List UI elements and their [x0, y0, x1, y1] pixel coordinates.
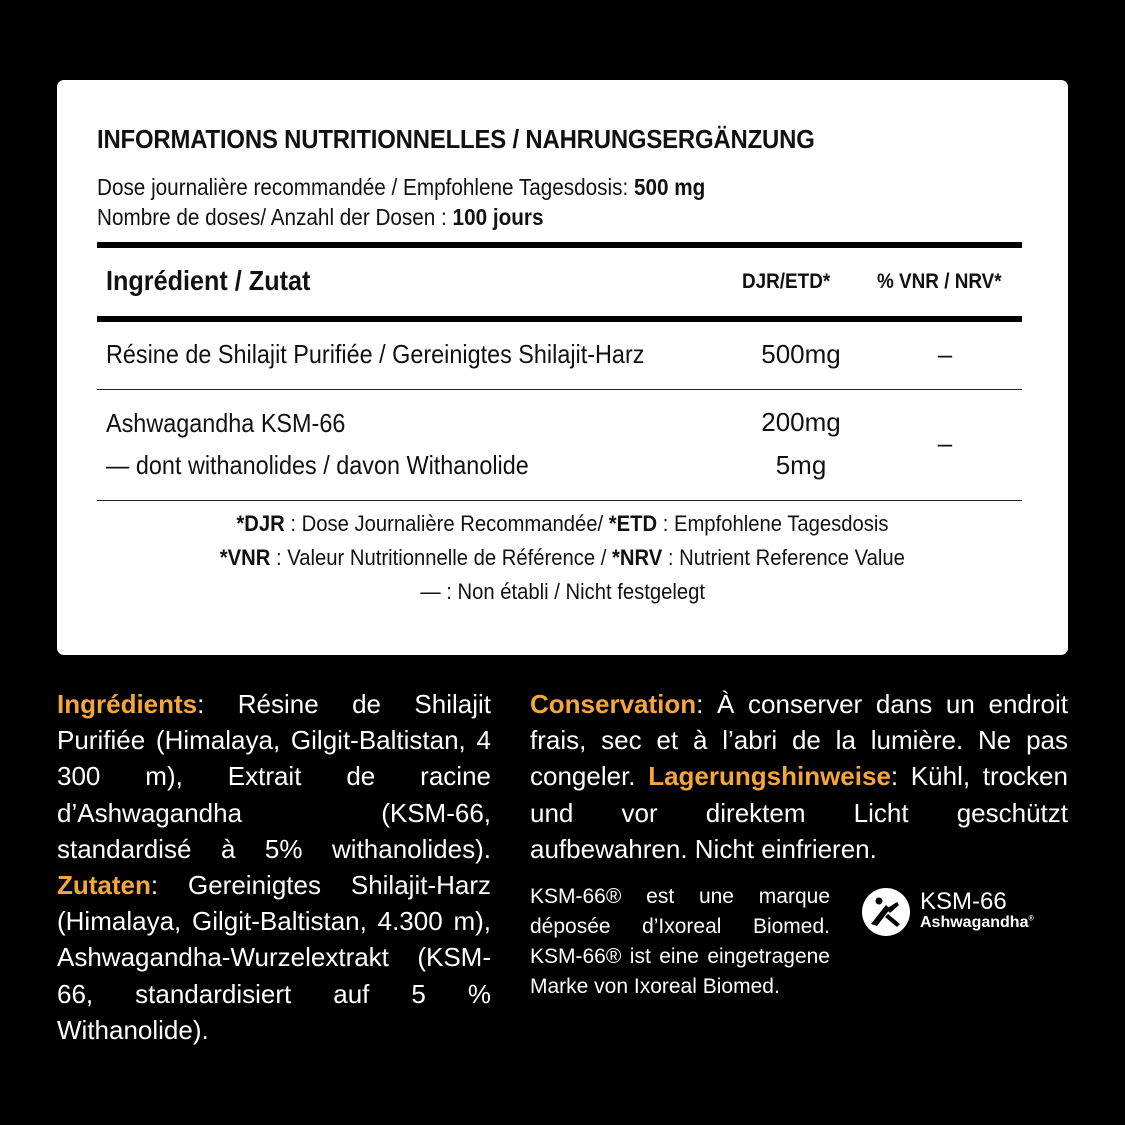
- row-ingredient-subname: — dont withanolides / davon Withanolide: [106, 450, 529, 480]
- row-ingredient-name: Ashwagandha KSM-66: [106, 408, 346, 438]
- ingredients-block: [57, 686, 491, 1048]
- footnote-etd-abbr: *ETD: [608, 511, 658, 536]
- table-bottom-rule: [97, 500, 1022, 501]
- storage-fr-label: Conservation: [530, 689, 697, 719]
- row-amount: 500mg: [761, 339, 841, 369]
- storage-fr-text: : À conserver dans un endroit frais, sec et à l’abri de la lumière. Ne pas congeler.: [530, 689, 1068, 792]
- nutrition-panel: [57, 80, 1068, 655]
- header-rule: [97, 316, 1022, 322]
- panel-title: INFORMATIONS NUTRITIONNELLES / NAHRUNGSERGÄNZUNG: [97, 124, 815, 154]
- registered-mark: ®: [1028, 915, 1034, 923]
- header-vnr: % VNR / NRV*: [877, 270, 1002, 293]
- dose-count-value: 100 jours: [452, 204, 544, 230]
- row-amount: 200mg: [761, 407, 841, 437]
- dose-count: [97, 204, 543, 231]
- trademark-note: KSM-66® est une marque déposée d’Ixoreal Biomed. KSM-66® ist eine eingetragene Marke von Ixoreal Biomed.: [530, 885, 830, 998]
- storage-block: [530, 686, 1068, 867]
- row-vnr: –: [937, 428, 953, 458]
- footnote-etd-text: : Empfohlene Tagesdosis: [657, 511, 889, 536]
- row-vnr: –: [937, 339, 953, 369]
- footnote-dash: [57, 579, 1068, 605]
- ksm66-logo-sub: [920, 914, 1034, 932]
- row-sub-amount: 5mg: [775, 450, 827, 480]
- ingredients-de-text: : Gereinigtes Shilajit-Harz (Himalaya, Gilgit-Baltistan, 4.300 m), Ashwagandha-Wurzelextrakt (KSM-66, standardisiert auf 5 % Withanolide).: [57, 870, 491, 1045]
- footnote-vnr-abbr: *VNR: [219, 545, 271, 570]
- ingredients-fr-label: Ingrédients: [57, 689, 198, 719]
- footnote-djr-text: : Dose Journalière Recommandée/: [284, 511, 609, 536]
- daily-dose: [97, 174, 705, 201]
- row-ingredient-name: Résine de Shilajit Purifiée / Gereinigtes Shilajit-Harz: [106, 339, 645, 369]
- table-top-rule: [97, 242, 1022, 248]
- storage-de-text: : Kühl, trocken und vor direktem Licht geschützt aufbewahren. Nicht einfrieren.: [530, 761, 1068, 864]
- footnote-vnr: [57, 545, 1068, 571]
- daily-dose-value: 500 mg: [633, 174, 706, 200]
- header-ingredient: Ingrédient / Zutat: [106, 265, 311, 296]
- storage-de-label: Lagerungshinweise: [648, 761, 891, 792]
- dose-count-label: Nombre de doses/ Anzahl der Dosen :: [97, 204, 453, 230]
- footnote-vnr-text: : Valeur Nutritionnelle de Référence /: [270, 545, 613, 570]
- footnote-nrv-abbr: *NRV: [612, 545, 663, 570]
- ksm66-logo-sub-text: Ashwagandha: [920, 914, 1029, 931]
- header-djr: DJR/ETD*: [742, 270, 831, 293]
- ksm66-logo-icon: [862, 888, 910, 936]
- ingredients-de-label: Zutaten: [57, 870, 151, 901]
- daily-dose-label: Dose journalière recommandée / Empfohlene Tagesdosis:: [97, 174, 634, 200]
- footnote-dash-text: — : Non établi / Nicht festgelegt: [420, 579, 705, 604]
- ksm66-logo: [862, 888, 1072, 940]
- footnote-djr-abbr: *DJR: [236, 511, 285, 536]
- ingredients-fr-text: : Résine de Shilajit Purifiée (Himalaya, Gilgit-Baltistan, 4 300 m), Extrait de racine d’Ashwagandha (KSM-66, standardisé à 5% withanolides).: [57, 689, 491, 864]
- ksm66-logo-name: KSM-66: [920, 888, 1007, 915]
- footnote-djr: [57, 511, 1068, 537]
- footnote-nrv-text: : Nutrient Reference Value: [662, 545, 906, 570]
- row-divider: [97, 389, 1022, 390]
